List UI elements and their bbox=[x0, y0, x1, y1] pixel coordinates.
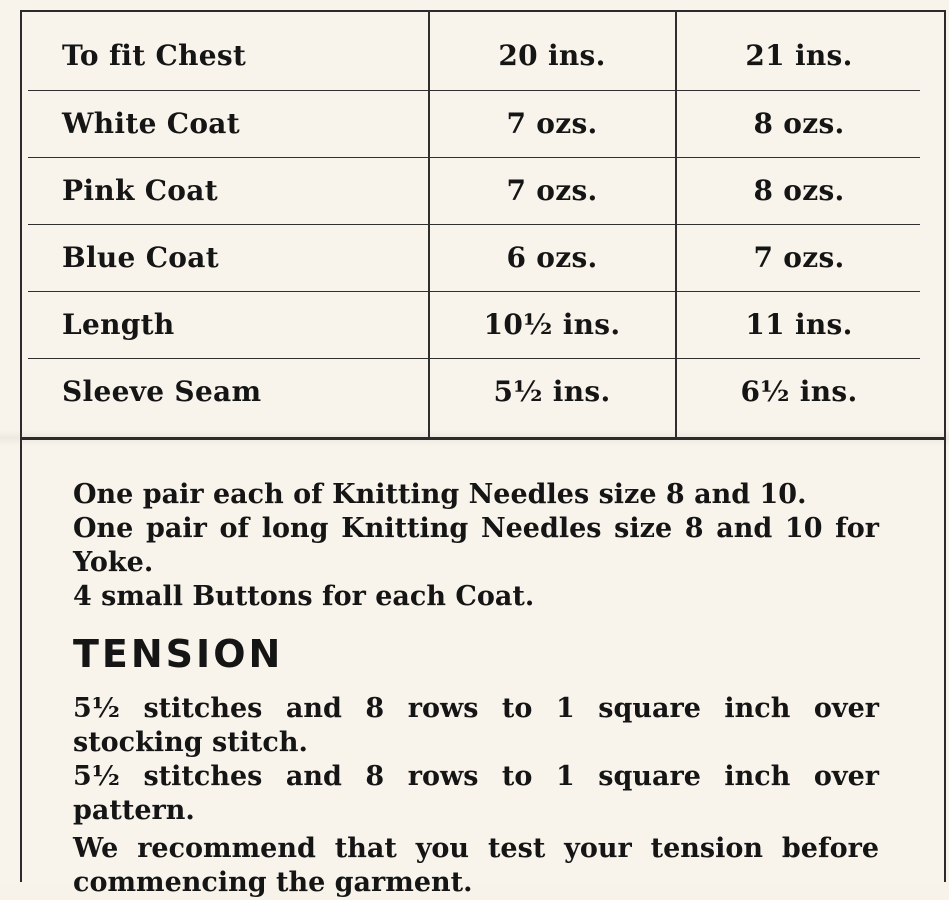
table-row bbox=[28, 358, 920, 424]
buttons-line: 4 small Buttons for each Coat. bbox=[73, 581, 535, 612]
size-20-value: 5½ ins. bbox=[493, 374, 611, 408]
needles-line: One pair each of Knitting Needles size 8 and 10. bbox=[73, 479, 807, 510]
size-20-value: 20 ins. bbox=[498, 38, 606, 72]
row-label: Length bbox=[62, 307, 175, 341]
tension-pattern: 5½ stitches and 8 rows to 1 square inch over pattern. bbox=[73, 761, 879, 826]
size-20-value: 10½ ins. bbox=[483, 307, 621, 341]
size-20-value: 7 ozs. bbox=[506, 173, 598, 207]
row-label: Sleeve Seam bbox=[62, 374, 262, 408]
tension-heading: TENSION bbox=[73, 632, 284, 676]
table-row bbox=[28, 224, 920, 290]
tension-recommendation: We recommend that you test your tension before commencing the garment. bbox=[73, 833, 879, 898]
row-label: Pink Coat bbox=[62, 173, 218, 207]
table-row bbox=[28, 22, 920, 88]
table-row bbox=[28, 291, 920, 357]
size-table bbox=[28, 18, 920, 438]
section-divider bbox=[20, 437, 946, 440]
table-row bbox=[28, 157, 920, 223]
row-label: White Coat bbox=[62, 106, 240, 140]
size-21-value: 7 ozs. bbox=[753, 240, 845, 274]
row-label: To fit Chest bbox=[62, 38, 247, 72]
size-21-value: 8 ozs. bbox=[753, 106, 845, 140]
size-21-value: 8 ozs. bbox=[753, 173, 845, 207]
size-21-value: 11 ins. bbox=[745, 307, 853, 341]
size-21-value: 6½ ins. bbox=[740, 374, 858, 408]
row-label: Blue Coat bbox=[62, 240, 219, 274]
size-20-value: 6 ozs. bbox=[506, 240, 598, 274]
table-row bbox=[28, 90, 920, 156]
materials-list bbox=[73, 478, 879, 614]
tension-stocking-stitch: 5½ stitches and 8 rows to 1 square inch over stocking stitch. bbox=[73, 693, 879, 758]
long-needles-line: One pair of long Knitting Needles size 8 and 10 for Yoke. bbox=[73, 513, 879, 578]
size-20-value: 7 ozs. bbox=[506, 106, 598, 140]
size-21-value: 21 ins. bbox=[745, 38, 853, 72]
tension-text bbox=[73, 692, 879, 900]
